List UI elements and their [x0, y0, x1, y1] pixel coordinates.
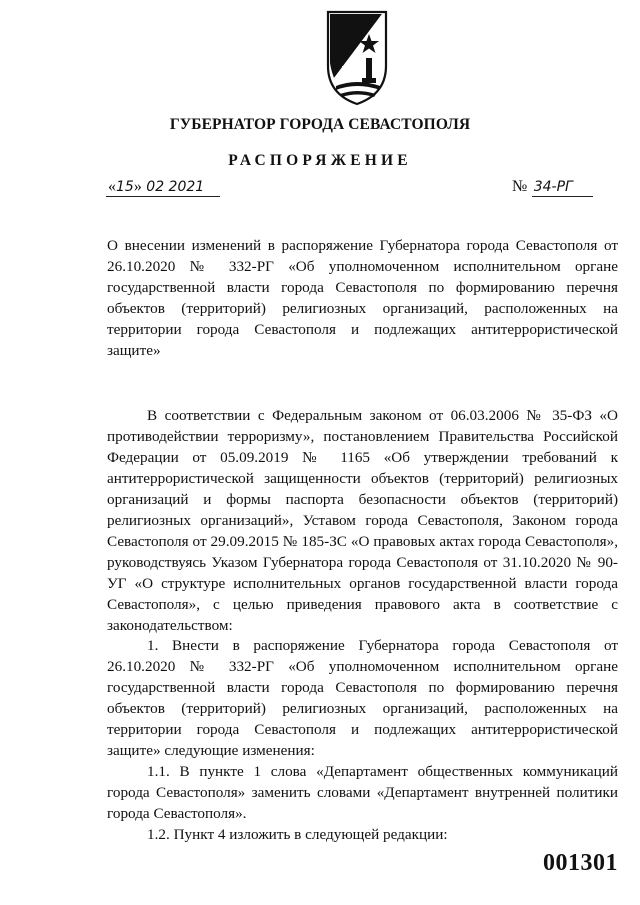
preamble-text: О внесении изменений в распоряжение Губернатора города Севастополя от 26.10.2020 № 332-РГ «Об уполномоченном исполнительном органе государственной власти города Севастополя по формированию перечня объектов (территорий) религиозных организаций, расположенных на территории города Севастополя и подлежащих антитеррористической защите»: [107, 237, 618, 359]
item-1: 1. Внести в распоряжение Губернатора города Севастополя от 26.10.2020 № 332-РГ «Об уполномоченном исполнительном органе государственной власти города Севастополя по формированию перечня объектов (территорий) религиозных организаций, расположенных на территории города Севастополя и подлежащих антитеррористической защите» следующие изменения:: [107, 637, 618, 759]
date-day: 15: [116, 179, 134, 195]
number-label: №: [512, 178, 528, 195]
date-close-quote: »: [133, 178, 142, 195]
date-month-year: 02 2021: [146, 179, 205, 195]
document-date: [106, 178, 220, 197]
item-1-1: 1.1. В пункте 1 слова «Департамент общественных коммуникаций города Севастополя» заменить словами «Департамент внутренней политики города Севастополя».: [107, 763, 618, 822]
legal-basis-text: В соответствии с Федеральным законом от 06.03.2006 № 35-ФЗ «О противодействии терроризму», постановлением Правительства Российской Федерации от 05.09.2019 № 1165 «Об утверждении требований к антитеррористической защищенности объектов (территорий) религиозных организаций и формы паспорта безопасности объектов (территорий) религиозных организаций», Уставом города Севастополя, Законом города Севастополя от 29.09.2015 № 185-ЗС «О правовых актах города Севастополя», руководствуясь Указом Губернатора города Севастополя от 31.10.2020 № 90-УГ «О структуре исполнительных органов государственной власти города Севастополя», с целью приведения правового акта в соответствие с законодательством:: [107, 407, 618, 634]
number-value: 34-РГ: [532, 179, 593, 197]
document-number: [512, 178, 593, 197]
preamble-block: [107, 235, 618, 361]
date-field: [106, 178, 220, 197]
document-type-title: РАСПОРЯЖЕНИЕ: [228, 152, 412, 169]
legal-basis-block: [107, 405, 618, 636]
authority-title: ГУБЕРНАТОР ГОРОДА СЕВАСТОПОЛЯ: [169, 116, 471, 133]
item-1-2: 1.2. Пункт 4 изложить в следующей редакции:: [147, 826, 448, 843]
items-block: [107, 635, 618, 845]
sevastopol-coat-of-arms-emblem: [322, 8, 392, 108]
serial-number: 001301: [543, 850, 618, 876]
date-open-quote: «: [108, 178, 116, 195]
